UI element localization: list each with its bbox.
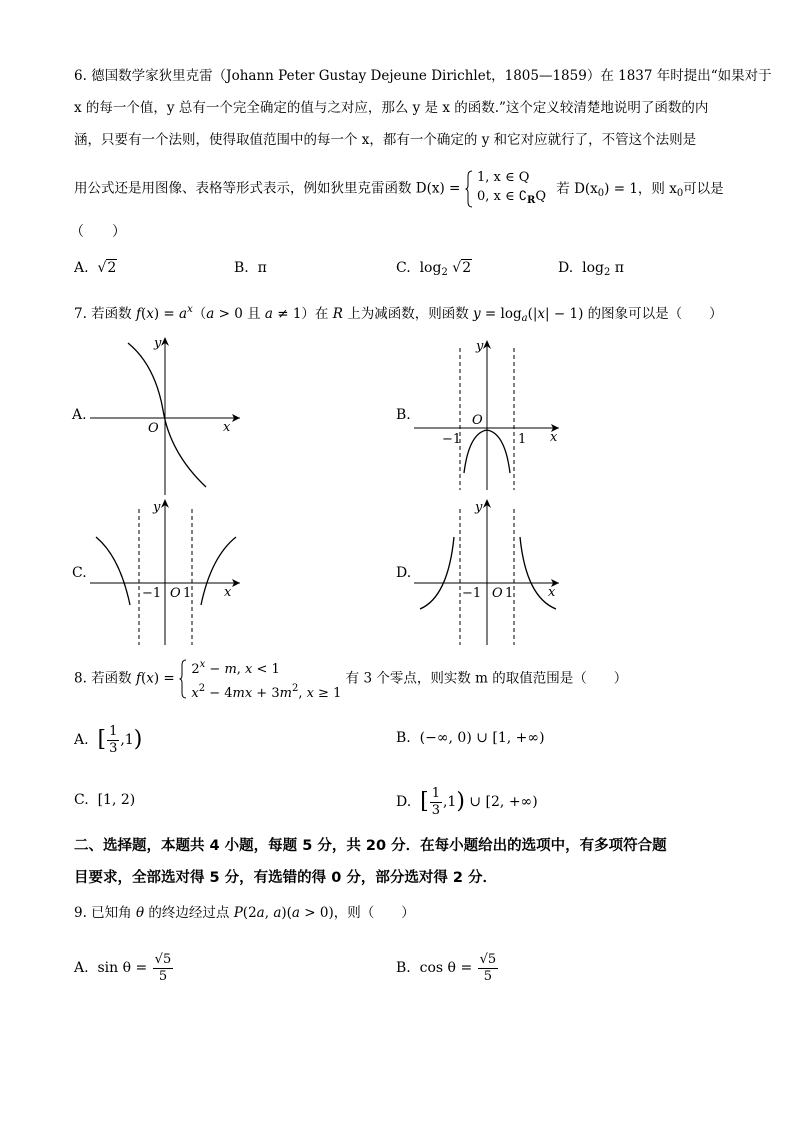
svg-text:x: x — [548, 585, 556, 600]
sqrt-icon: √ — [97, 260, 107, 276]
q9-stem: 9. 已知角 θ 的终边经过点 P(2a, a)(a > 0)，则（ ） — [74, 905, 415, 921]
q6-option-c[interactable]: C. $\log_2 √2$ — [396, 260, 472, 278]
svg-text:−1: −1 — [442, 432, 462, 447]
section2-line1: 二、选择题，本题共 4 小题，每题 5 分，共 20 分．在每小题给出的选项中，有多项符合题 — [74, 838, 667, 854]
svg-text:x: x — [224, 585, 232, 600]
q7-graph-c[interactable] — [90, 497, 250, 647]
q8-option-d[interactable]: D. [ $\frac{1}{3}$ ,1) ∪ [2, +∞) — [396, 785, 538, 818]
svg-text:y: y — [154, 336, 162, 351]
q6-cases — [477, 168, 546, 210]
q6-case2: 0, x ∈ $∁_RQ$ — [476, 189, 546, 206]
svg-text:x: x — [550, 430, 558, 445]
q7-graph-d[interactable] — [414, 497, 564, 647]
q9-option-b[interactable]: B. cos θ = $\frac{√5}{5}$ — [396, 951, 497, 984]
q7-option-a-label[interactable]: A. — [72, 407, 87, 423]
q6-line4 — [74, 168, 724, 213]
svg-text:O: O — [472, 413, 483, 428]
svg-text:x: x — [223, 420, 231, 435]
q7-graph-b[interactable] — [414, 338, 564, 493]
q6-line4-suffix: 若 $D(x_0) = 1$，则 $x_0$可以是 — [556, 180, 724, 199]
svg-text:1: 1 — [518, 432, 527, 447]
q6-option-b[interactable]: B. π — [234, 260, 267, 276]
svg-text:1: 1 — [505, 586, 514, 601]
q7-graph-a[interactable] — [90, 335, 250, 495]
q6-line1: 6. 德国数学家狄里克雷（Johann Peter Gustay Dejeune Dirichlet，1805—1859）在 1837 年时提出“如果对于 — [74, 68, 772, 84]
q7-option-c-label[interactable]: C. — [72, 565, 87, 581]
q8-option-c[interactable]: C. [1, 2) — [74, 792, 136, 808]
q7-option-d-label[interactable]: D. — [396, 565, 412, 581]
svg-text:−1: −1 — [462, 586, 482, 601]
q9-option-a[interactable]: A. sin θ = $\frac{√5}{5}$ — [74, 951, 172, 984]
svg-text:1: 1 — [183, 586, 192, 601]
left-brace-icon — [465, 170, 473, 208]
svg-text:y: y — [476, 339, 484, 354]
q6-option-d[interactable]: D. $\log_2 \pi$ — [558, 260, 624, 278]
svg-text:O: O — [492, 586, 503, 601]
svg-text:O: O — [148, 421, 159, 436]
q8-stem: 8. 若函数 f(x) = $2^x - m$, x < 1 $x^2 - 4mx + 3m^2$, x ≥ 1 有 3 个零点，则实数 m 的取值范围是（ ） — [74, 655, 627, 703]
q8-suffix: 有 3 个零点，则实数 m 的取值范围是（ ） — [345, 670, 628, 687]
q7-option-b-label[interactable]: B. — [396, 407, 411, 423]
q6-line3: 涵，只要有一个法则，使得取值范围中的每一个 x，都有一个确定的 y 和它对应就行了，不管这个法则是 — [74, 132, 697, 148]
section2-line2: 目要求，全部选对得 5 分，有选错的得 0 分，部分选对得 2 分． — [74, 870, 498, 886]
q6-option-a[interactable]: A. √2 — [74, 260, 117, 276]
q8-option-a[interactable]: A. [ $\frac{1}{3}$ ,1) — [74, 723, 143, 756]
svg-text:O: O — [170, 586, 181, 601]
left-brace-icon — [179, 659, 187, 699]
q6-line2: x 的每一个值，y 总有一个完全确定的值与之对应，那么 y 是 x 的函数.”这个定义较清楚地说明了函数的内 — [74, 100, 709, 116]
q8-cases: $2^x - m$, x < 1 $x^2 - 4mx + 3m^2$, x ≥ 1 — [191, 659, 342, 701]
q6-paren: （ ） — [70, 224, 126, 240]
svg-text:y: y — [475, 500, 483, 515]
q6-line4-prefix: 用公式还是用图像、表格等形式表示，例如狄里克雷函数 D(x) = — [74, 180, 461, 197]
svg-text:y: y — [153, 500, 161, 515]
q6-case1: 1, x ∈ Q — [476, 170, 530, 185]
q7-stem: 7. 若函数 $f(x) = a^x(a > 0$ 且 a ≠ 1）在 R 上为减函数，则函数 $y = \log_a(|x| - 1)$ 的图象可以是（ ） — [74, 304, 723, 324]
svg-text:−1: −1 — [142, 586, 162, 601]
q8-option-b[interactable]: B. (−∞, 0) ∪ [1, +∞) — [396, 730, 545, 746]
